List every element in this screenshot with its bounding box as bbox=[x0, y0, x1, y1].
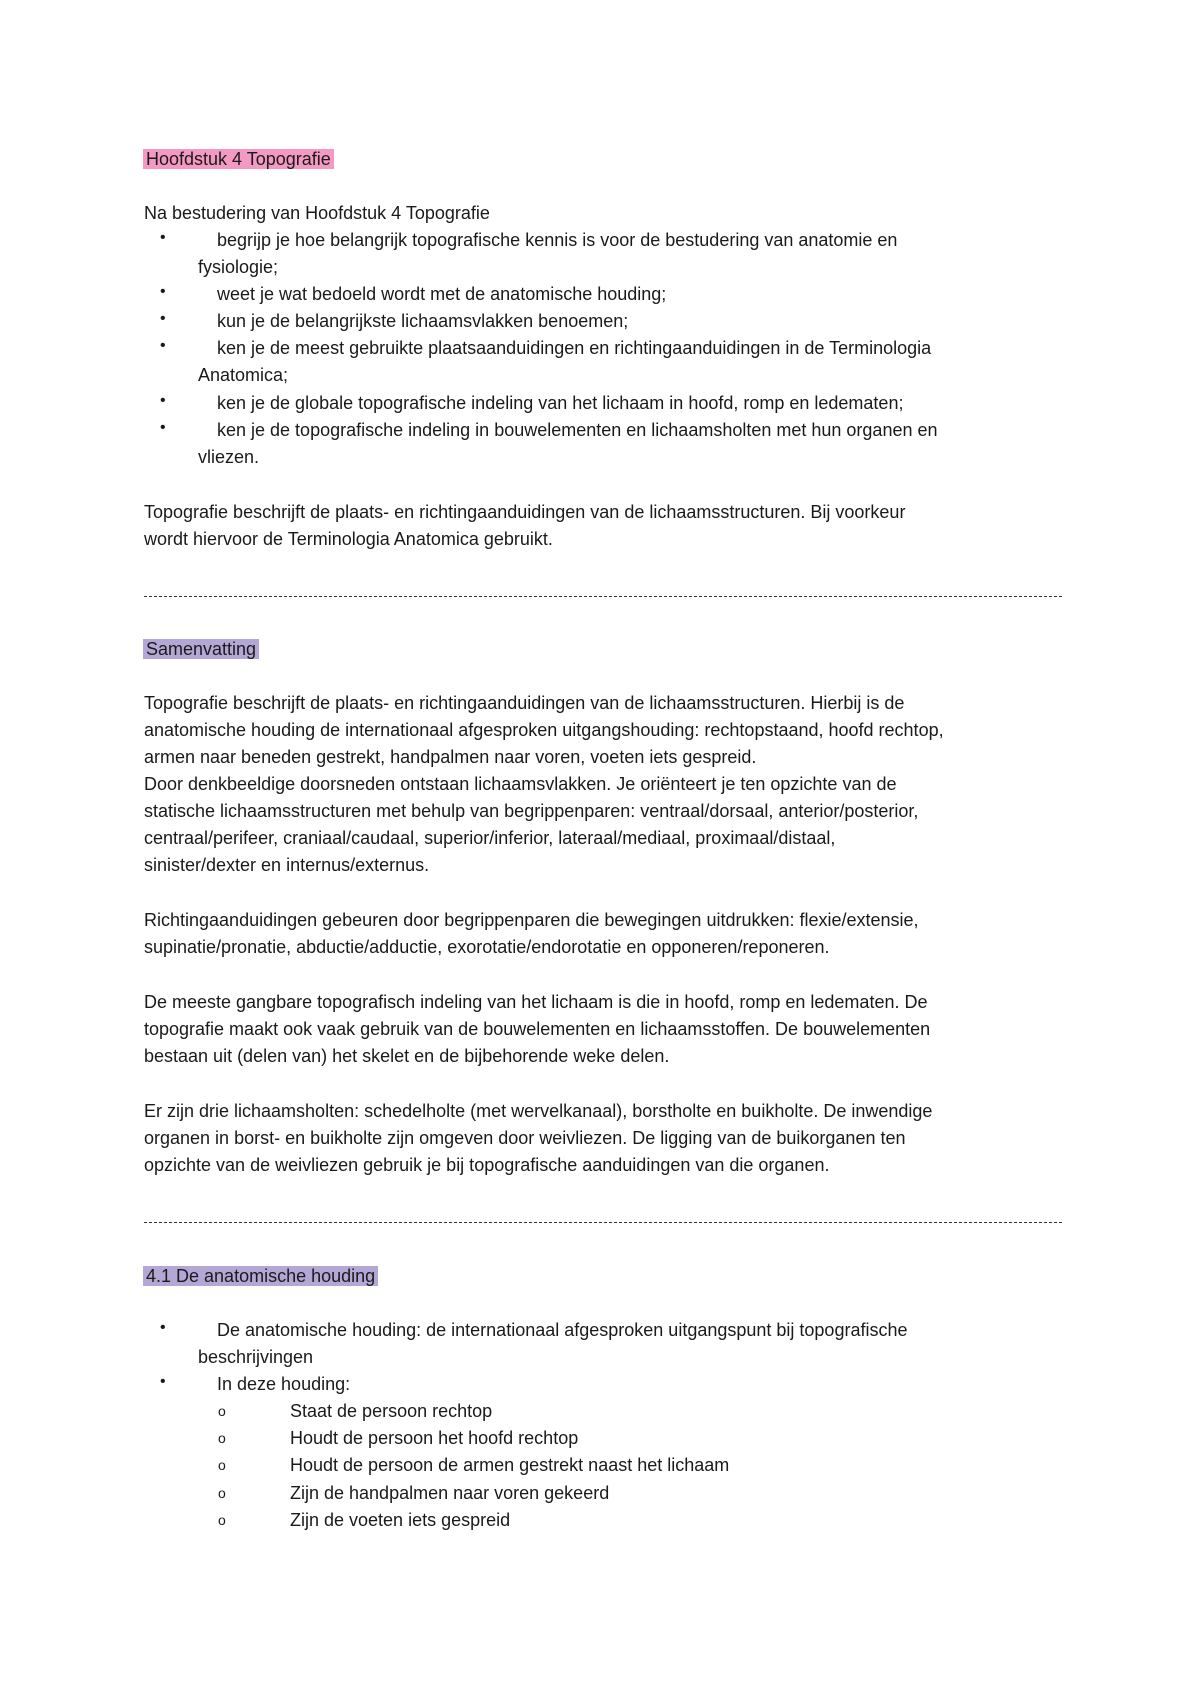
goal-item: ken je de globale topografische indeling van het lichaam in hoofd, romp en ledematen; bbox=[217, 393, 904, 413]
intro-paragraph-line: wordt hiervoor de Terminologia Anatomica gebruikt. bbox=[144, 529, 553, 549]
summary-line: topografie maakt ook vaak gebruik van de bouwelementen en lichaamsstoffen. De bouwelementen bbox=[144, 1019, 931, 1039]
sub-item: Staat de persoon rechtop bbox=[290, 1401, 493, 1421]
section-bullet: In deze houding: bbox=[217, 1374, 351, 1394]
intro-lead: Na bestudering van Hoofdstuk 4 Topografie bbox=[144, 203, 490, 223]
bullet-icon: • bbox=[160, 1373, 166, 1390]
summary-line: Er zijn drie lichaamsholten: schedelholte (met wervelkanaal), borstholte en buikholte. De inwendige bbox=[144, 1101, 933, 1121]
bullet-icon: • bbox=[160, 283, 166, 300]
summary-line: centraal/perifeer, craniaal/caudaal, superior/inferior, lateraal/mediaal, proximaal/distaal, bbox=[144, 828, 836, 848]
sub-bullet-icon: o bbox=[218, 1403, 226, 1419]
goal-item-continuation: Anatomica; bbox=[198, 365, 289, 385]
summary-line: bestaan uit (delen van) het skelet en de bijbehorende weke delen. bbox=[144, 1046, 670, 1066]
summary-line: Topografie beschrijft de plaats- en richtingaanduidingen van de lichaamsstructuren. Hierbij is de bbox=[144, 693, 905, 713]
goal-item: weet je wat bedoeld wordt met de anatomische houding; bbox=[217, 284, 667, 304]
sub-bullet-icon: o bbox=[218, 1457, 226, 1473]
bullet-icon: • bbox=[160, 310, 166, 327]
sub-item: Houdt de persoon het hoofd rechtop bbox=[290, 1428, 579, 1448]
goal-item-continuation: vliezen. bbox=[198, 447, 260, 467]
bullet-icon: • bbox=[160, 419, 166, 436]
sub-bullet-icon: o bbox=[218, 1512, 226, 1528]
sub-item: Zijn de voeten iets gespreid bbox=[290, 1510, 511, 1530]
chapter-title: Hoofdstuk 4 Topografie bbox=[144, 146, 334, 173]
section-heading: 4.1 De anatomische houding bbox=[144, 1263, 378, 1290]
sub-bullet-icon: o bbox=[218, 1430, 226, 1446]
bullet-icon: • bbox=[160, 229, 166, 246]
sub-bullet-icon: o bbox=[218, 1485, 226, 1501]
bullet-icon: • bbox=[160, 337, 166, 354]
summary-line: De meeste gangbare topografisch indeling van het lichaam is die in hoofd, romp en ledematen. De bbox=[144, 992, 928, 1012]
section-bullet: De anatomische houding: de internationaal afgesproken uitgangspunt bij topografische bbox=[217, 1320, 908, 1340]
dashed-separator bbox=[144, 1222, 1062, 1223]
summary-line: armen naar beneden gestrekt, handpalmen naar voren, voeten iets gespreid. bbox=[144, 747, 757, 767]
goal-item: begrijp je hoe belangrijk topografische kennis is voor de bestudering van anatomie en bbox=[217, 230, 898, 250]
summary-line: Door denkbeeldige doorsneden ontstaan lichaamsvlakken. Je oriënteert je ten opzichte van de bbox=[144, 774, 897, 794]
summary-line: sinister/dexter en internus/externus. bbox=[144, 855, 430, 875]
goal-item: ken je de topografische indeling in bouwelementen en lichaamsholten met hun organen en bbox=[217, 420, 938, 440]
summary-heading: Samenvatting bbox=[144, 636, 259, 663]
summary-line: supinatie/pronatie, abductie/adductie, exorotatie/endorotatie en opponeren/reponeren. bbox=[144, 937, 830, 957]
dashed-separator bbox=[144, 596, 1062, 597]
bullet-icon: • bbox=[160, 1319, 166, 1336]
summary-line: Richtingaanduidingen gebeuren door begrippenparen die bewegingen uitdrukken: flexie/extensie, bbox=[144, 910, 919, 930]
section-bullet-continuation: beschrijvingen bbox=[198, 1347, 314, 1367]
bullet-icon: • bbox=[160, 392, 166, 409]
summary-line: opzichte van de weivliezen gebruik je bij topografische aanduidingen van die organen. bbox=[144, 1155, 830, 1175]
summary-line: statische lichaamsstructuren met behulp van begrippenparen: ventraal/dorsaal, anterior/posterior, bbox=[144, 801, 919, 821]
goal-item: ken je de meest gebruikte plaatsaanduidingen en richtingaanduidingen in de Terminologia bbox=[217, 338, 932, 358]
summary-line: organen in borst- en buikholte zijn omgeven door weivliezen. De ligging van de buikorganen ten bbox=[144, 1128, 906, 1148]
sub-item: Zijn de handpalmen naar voren gekeerd bbox=[290, 1483, 610, 1503]
intro-paragraph-line: Topografie beschrijft de plaats- en richtingaanduidingen van de lichaamsstructuren. Bij voorkeur bbox=[144, 502, 906, 522]
summary-line: anatomische houding de internationaal afgesproken uitgangshouding: rechtopstaand, hoofd rechtop, bbox=[144, 720, 944, 740]
goal-item-continuation: fysiologie; bbox=[198, 257, 279, 277]
goal-item: kun je de belangrijkste lichaamsvlakken benoemen; bbox=[217, 311, 629, 331]
sub-item: Houdt de persoon de armen gestrekt naast het lichaam bbox=[290, 1455, 730, 1475]
